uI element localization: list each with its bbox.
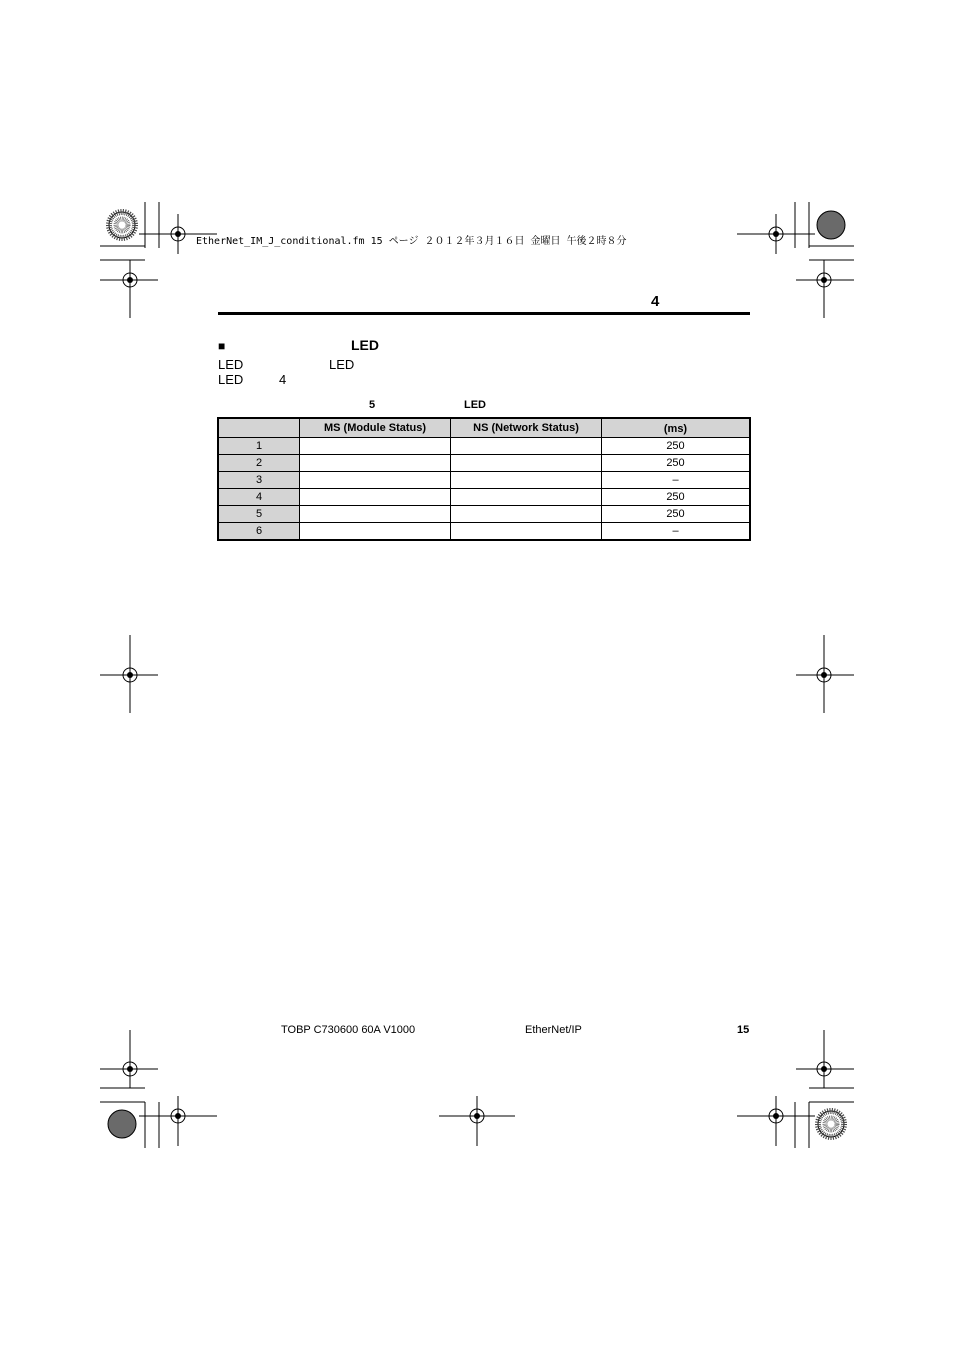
table-row (218, 506, 750, 523)
ns-cell (451, 523, 602, 541)
table-row (218, 455, 750, 472)
ns-cell (451, 438, 602, 455)
chapter-number: 4 (651, 293, 660, 310)
row-number: 4 (218, 489, 300, 506)
registration-target-icon (100, 260, 158, 318)
ns-cell (451, 506, 602, 523)
registration-target-icon (100, 1030, 158, 1088)
ms-cell (300, 455, 451, 472)
header-cell-period: (ms) (602, 418, 751, 438)
row-number: 6 (218, 523, 300, 541)
table-caption-label: LED (464, 399, 486, 411)
header-cell-ns: NS (Network Status) (451, 418, 602, 438)
period-cell: 250 (602, 438, 751, 455)
table-row (218, 472, 750, 489)
row-number: 5 (218, 506, 300, 523)
header-cell-number (218, 418, 300, 438)
registration-target-icon (737, 1096, 815, 1146)
star-target-icon (818, 1111, 844, 1137)
ns-cell (451, 472, 602, 489)
ms-cell (300, 472, 451, 489)
row-number: 1 (218, 438, 300, 455)
ms-cell (300, 438, 451, 455)
dense-target-icon (817, 211, 845, 239)
ms-cell (300, 489, 451, 506)
period-cell: 250 (602, 489, 751, 506)
dense-target-icon (108, 1110, 136, 1138)
period-cell: 250 (602, 455, 751, 472)
registration-target-icon (796, 1030, 854, 1088)
section-title: LED (351, 337, 379, 353)
registration-target-icon (796, 260, 854, 318)
table-header-row (218, 418, 750, 438)
body-text-led-2: LED (329, 357, 355, 372)
section-bullet: ■ (218, 339, 226, 353)
table-row (218, 489, 750, 506)
header-cell-ms: MS (Module Status) (300, 418, 451, 438)
body-text-led-1: LED (218, 357, 244, 372)
period-cell: – (602, 472, 751, 489)
row-number: 2 (218, 455, 300, 472)
body-text-led-3: LED (218, 372, 244, 387)
table-row (218, 523, 750, 541)
ms-cell (300, 506, 451, 523)
print-header-filename: EtherNet_IM_J_conditional.fm 15 ページ ２０１２年３月１６日 金曜日 午後２時８分 (196, 236, 627, 247)
period-cell: 250 (602, 506, 751, 523)
ns-cell (451, 455, 602, 472)
period-cell: – (602, 523, 751, 541)
chapter-rule (218, 312, 750, 315)
table-row (218, 438, 750, 455)
ns-cell (451, 489, 602, 506)
body-text-number: 4 (279, 372, 287, 387)
ms-cell (300, 523, 451, 541)
table-caption-number: 5 (369, 399, 376, 411)
led-status-table (217, 417, 751, 541)
footer-page-number: 15 (737, 1024, 750, 1036)
star-target-icon (109, 212, 135, 238)
footer-product: EtherNet/IP (525, 1024, 582, 1036)
registration-target-icon (139, 1096, 217, 1146)
footer-doc-code: TOBP C730600 60A V1000 (281, 1024, 416, 1036)
row-number: 3 (218, 472, 300, 489)
registration-target-icon (439, 1096, 515, 1146)
